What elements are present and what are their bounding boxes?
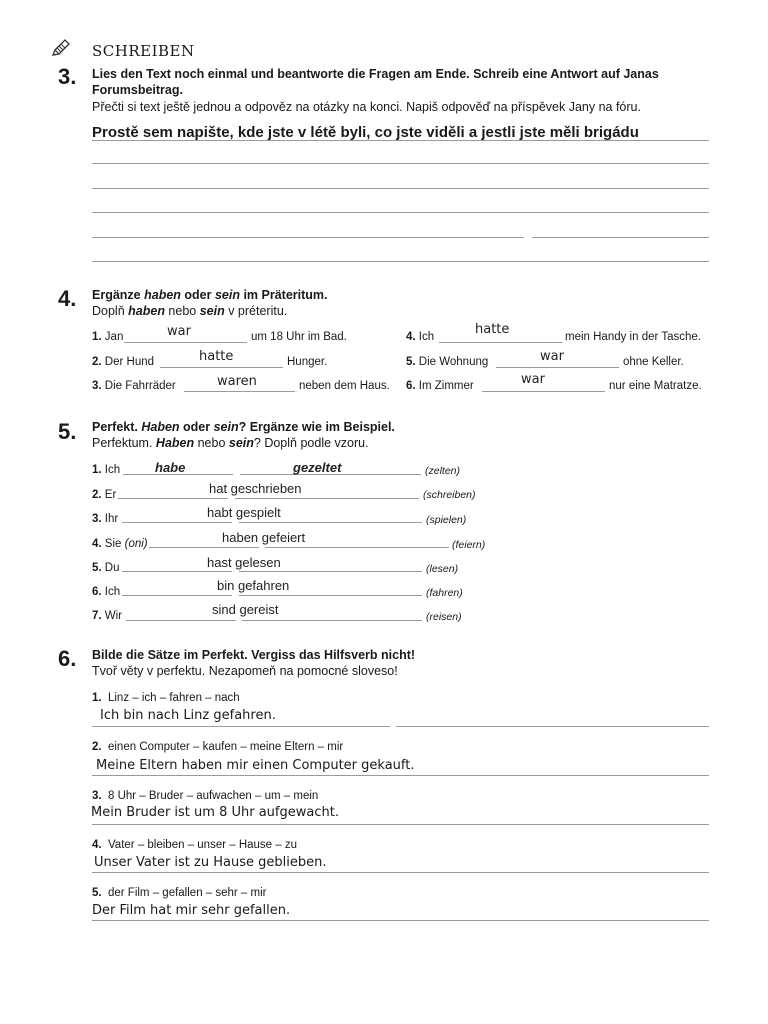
exercise-item: 4. Sie (oni): [92, 538, 148, 550]
answer-line: [239, 571, 422, 572]
answer-line: [265, 547, 449, 548]
verb-hint: (fahren): [426, 587, 463, 599]
exercise-item: 4. Ich: [406, 331, 435, 343]
answer-line: [242, 620, 422, 621]
writing-line: [92, 188, 709, 189]
item-continuation: neben dem Haus.: [299, 380, 390, 392]
exercise-item: 6. Im Zimmer: [406, 380, 474, 392]
answer-fill[interactable]: hatte: [199, 349, 234, 364]
instruction-de: Perfekt. Haben oder sein? Ergänze wie im Beispiel.: [92, 420, 395, 434]
verb-hint: (zelten): [425, 465, 461, 477]
instruction-de: Ergänze haben oder sein im Präteritum.: [92, 288, 328, 302]
pencil-icon: [50, 38, 72, 58]
answer-line: [122, 571, 232, 572]
answer-line: [126, 620, 236, 621]
answer-line: [118, 498, 228, 499]
writing-line: [92, 261, 709, 262]
answer-line: [439, 342, 562, 343]
example-fill: habe: [155, 460, 186, 475]
instruction-de: Lies den Text noch einmal und beantworte die Fragen am Ende. Schreib eine Antwort auf Janas: [92, 67, 659, 81]
sentence-prompt: 5. der Film – gefallen – sehr – mir: [92, 887, 267, 899]
answer-line: [239, 522, 422, 523]
verb-hint: (feiern): [452, 539, 486, 551]
exercise-item: 5. Du: [92, 562, 120, 574]
exercise-item: 2. Er: [92, 489, 117, 501]
task-number: 6.: [58, 646, 77, 671]
answer-line: [239, 595, 422, 596]
written-answer[interactable]: Prostě sem napište, kde jste v létě byli, co jste viděli a jestli jste měli brigádu: [92, 124, 639, 141]
item-continuation: um 18 Uhr im Bad.: [251, 331, 347, 343]
item-continuation: mein Handy in der Tasche.: [565, 331, 701, 343]
task-number: 5.: [58, 419, 77, 444]
exercise-item: 3. Ihr: [92, 513, 119, 525]
sentence-answer[interactable]: Unser Vater ist zu Hause geblieben.: [94, 855, 327, 870]
verb-hint: (schreiben): [423, 489, 476, 501]
answer-line: [496, 367, 619, 368]
answer-line: [92, 872, 709, 873]
verb-hint: (lesen): [426, 563, 459, 575]
writing-line: [92, 163, 709, 164]
answer-line: [122, 522, 232, 523]
example-fill: gezeltet: [293, 460, 342, 475]
instruction-de: Bilde die Sätze im Perfekt. Vergiss das Hilfsverb nicht!: [92, 648, 416, 662]
writing-line: [92, 237, 524, 238]
answer-line: [396, 726, 709, 727]
sentence-answer[interactable]: Mein Bruder ist um 8 Uhr aufgewacht.: [91, 805, 339, 820]
exercise-item: 1. Jan: [92, 331, 124, 343]
writing-line: [92, 212, 709, 213]
instruction-cz: Přečti si text ještě jednou a odpověz na otázky na konci. Napiš odpověď na příspěvek Jany na fóru.: [92, 100, 641, 114]
answer-line: [92, 824, 709, 825]
sentence-prompt: 3. 8 Uhr – Bruder – aufwachen – um – mein: [92, 790, 319, 802]
exercise-item: 5. Die Wohnung: [406, 356, 489, 368]
answer-fill[interactable]: waren: [217, 374, 257, 389]
item-continuation: Hunger.: [287, 356, 328, 368]
answer-line: [235, 498, 419, 499]
answer-line: [92, 775, 709, 776]
answer-fill[interactable]: sind gereist: [212, 602, 279, 617]
answer-fill[interactable]: habt gespielt: [207, 505, 281, 520]
instruction-cz: Tvoř věty v perfektu. Nezapomeň na pomocné sloveso!: [92, 664, 398, 678]
instruction-de-continued: Forumsbeitrag.: [92, 83, 183, 97]
sentence-answer[interactable]: Ich bin nach Linz gefahren.: [100, 708, 276, 723]
instruction-cz: Perfektum. Haben nebo sein? Doplň podle vzoru.: [92, 436, 369, 450]
exercise-item: 1. Ich: [92, 464, 121, 476]
verb-hint: (reisen): [426, 611, 462, 623]
instruction-cz: Doplň haben nebo sein v préteritu.: [92, 304, 288, 318]
answer-fill[interactable]: hast gelesen: [207, 555, 281, 570]
sentence-answer[interactable]: Der Film hat mir sehr gefallen.: [92, 903, 291, 918]
sentence-prompt: 4. Vater – bleiben – unser – Hause – zu: [92, 839, 298, 851]
answer-line: [184, 391, 295, 392]
answer-line: [92, 726, 390, 727]
section-heading: SCHREIBEN: [92, 42, 195, 60]
writing-line: [92, 140, 709, 141]
answer-fill[interactable]: hatte: [475, 322, 510, 337]
answer-fill[interactable]: haben gefeiert: [222, 530, 306, 545]
item-continuation: ohne Keller.: [623, 356, 684, 368]
exercise-item: 7. Wir: [92, 610, 123, 622]
task-number: 4.: [58, 286, 77, 311]
answer-fill[interactable]: war: [521, 372, 545, 387]
task-number: 3.: [58, 64, 77, 89]
answer-fill[interactable]: hat geschrieben: [209, 481, 302, 496]
answer-fill[interactable]: war: [540, 349, 564, 364]
exercise-item: 6. Ich: [92, 586, 121, 598]
answer-line: [160, 367, 283, 368]
item-continuation: nur eine Matratze.: [609, 380, 702, 392]
answer-line: [122, 595, 232, 596]
exercise-item: 3. Die Fahrräder: [92, 380, 176, 392]
exercise-item: 2. Der Hund: [92, 356, 155, 368]
answer-fill[interactable]: war: [167, 324, 191, 339]
sentence-answer[interactable]: Meine Eltern haben mir einen Computer gekauft.: [96, 758, 415, 773]
answer-line: [92, 920, 709, 921]
answer-line: [124, 342, 247, 343]
answer-line: [149, 547, 259, 548]
answer-line: [482, 391, 605, 392]
answer-fill[interactable]: bin gefahren: [217, 578, 290, 593]
sentence-prompt: 1. Linz – ich – fahren – nach: [92, 692, 240, 704]
sentence-prompt: 2. einen Computer – kaufen – meine Eltern – mir: [92, 741, 344, 753]
writing-line: [532, 237, 709, 238]
verb-hint: (spielen): [426, 514, 467, 526]
